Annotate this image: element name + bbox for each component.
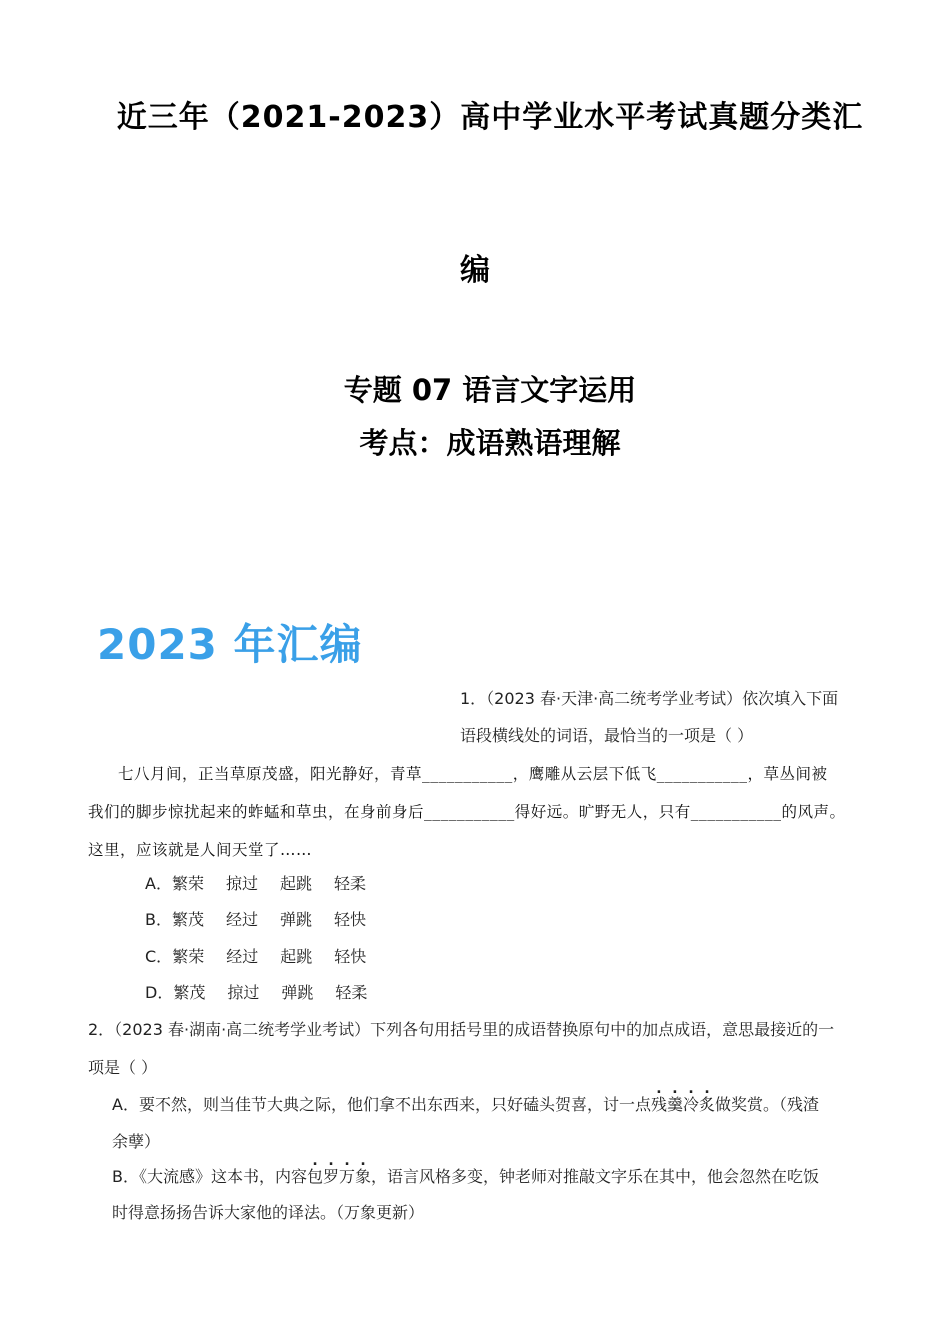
q1-option-a[interactable]: A．繁荣 掠过 起跳 轻柔: [145, 874, 367, 893]
document-title-line1: 近三年（2021-2023）高中学业水平考试真题分类汇: [116, 100, 864, 135]
emphasis-dotted-char: 冷: [682, 1095, 699, 1114]
emphasis-dotted-char: 羹: [666, 1095, 683, 1114]
q2-option-b-line1[interactable]: B．《大流感》这本书，内容包罗万象，语言风格多变，钟老师对推敲文字乐在其中，他会忽然在吃饭: [112, 1167, 820, 1186]
emphasis-dotted-char: 罗: [323, 1167, 340, 1186]
emphasis-dotted-char: 包: [306, 1167, 323, 1186]
q1-passage-line3: 这里，应该就是人间天堂了……: [88, 841, 313, 859]
q2-stem-line2: 项是（ ）: [88, 1058, 158, 1077]
document-title-line2: 编: [460, 253, 490, 288]
q1-stem-line1: 1．（2023 春·天津·高二统考学业考试）依次填入下面: [460, 689, 839, 708]
q1-passage-line1: 七八月间，正当草原茂盛，阳光静好，青草___________，鹰雕从云层下低飞___________，草丛间被: [118, 765, 828, 783]
q1-option-d[interactable]: D．繁茂 掠过 弹跳 轻柔: [145, 983, 368, 1002]
q2-option-a-line2: 余孽）: [112, 1132, 161, 1151]
emphasis-dotted-char: 象: [355, 1167, 372, 1186]
topic-heading: 专题 07 语言文字运用: [343, 373, 637, 407]
q1-stem-line2: 语段横线处的词语，最恰当的一项是（ ）: [460, 726, 754, 745]
q2-option-a-line1[interactable]: A．要不然，则当佳节大典之际，他们拿不出东西来，只好磕头贺喜，讨一点残羹冷炙做奖赏。（残渣: [112, 1095, 820, 1114]
point-heading: 考点：成语熟语理解: [359, 426, 621, 460]
emphasis-dotted-char: 炙: [699, 1095, 716, 1114]
q1-passage-line2: 我们的脚步惊扰起来的蚱蜢和草虫，在身前身后___________得好远。旷野无人，只有___________的风声。: [88, 803, 846, 821]
year-section-heading: 2023 年汇编: [97, 620, 363, 669]
q2-stem-line1: 2．（2023 春·湖南·高二统考学业考试）下列各句用括号里的成语替换原句中的加点成语，意思最接近的一: [88, 1020, 835, 1039]
emphasis-dotted-char: 残: [650, 1095, 667, 1114]
q1-option-b[interactable]: B．繁茂 经过 弹跳 轻快: [145, 910, 367, 929]
q1-option-c[interactable]: C．繁荣 经过 起跳 轻快: [145, 947, 367, 966]
emphasis-dotted-char: 万: [339, 1167, 356, 1186]
q2-option-b-line2: 时得意扬扬告诉大家他的译法。（万象更新）: [112, 1203, 425, 1222]
